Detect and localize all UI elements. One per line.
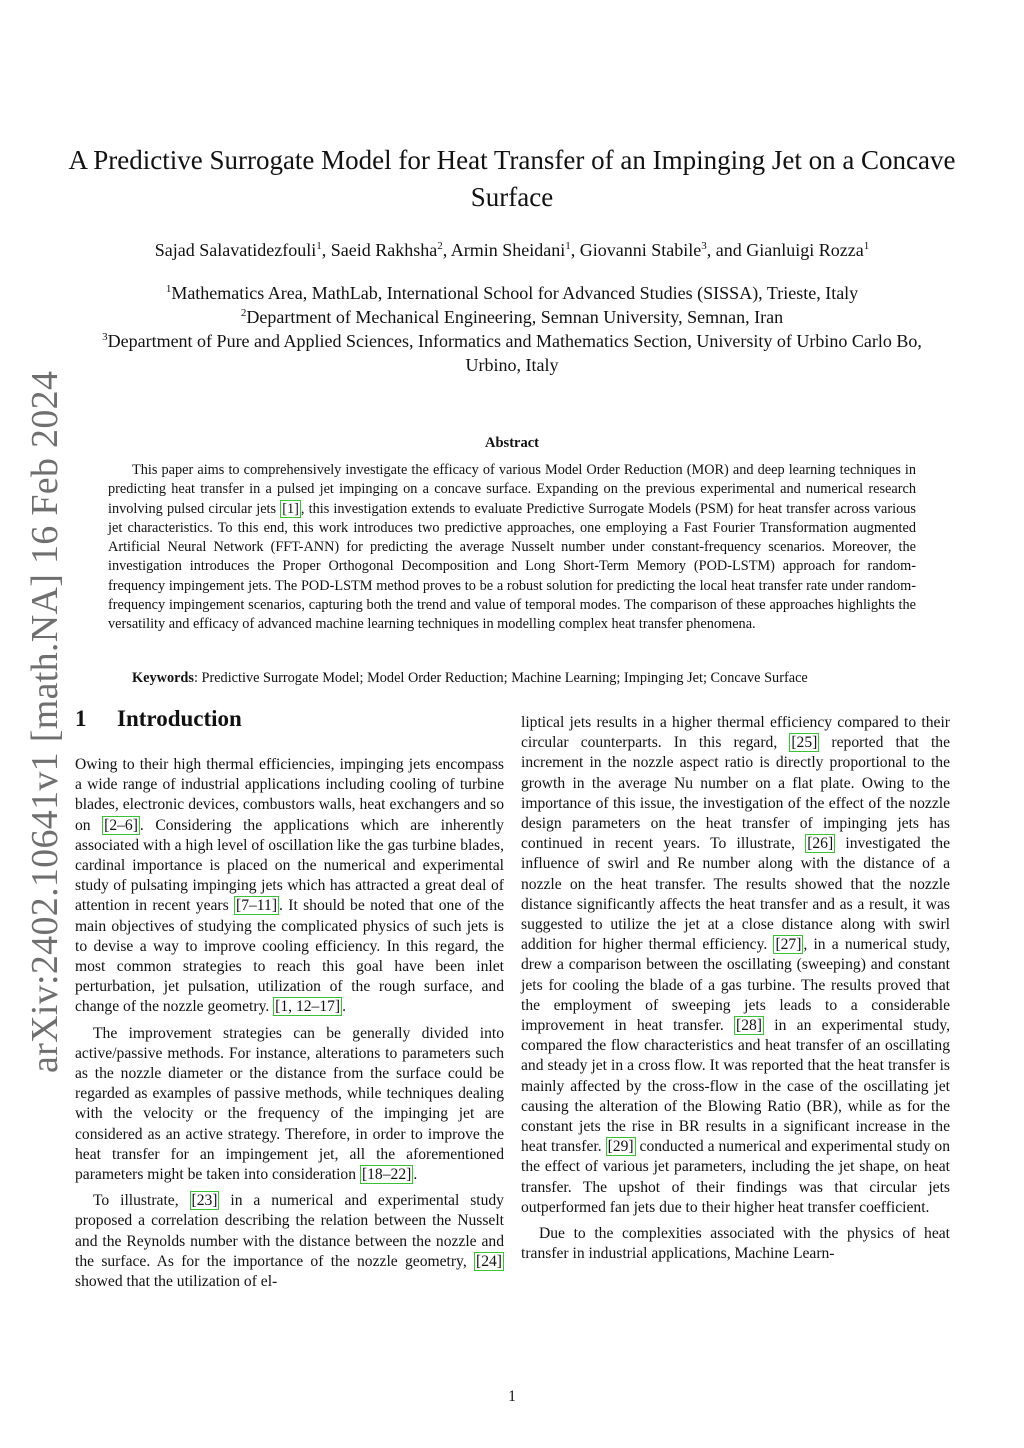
author-affiliation-mark: 1 [316, 240, 322, 252]
keywords [108, 669, 916, 688]
author-name: Gianluigi Rozza [746, 240, 864, 260]
citation-link[interactable]: [1, 12–17] [275, 998, 341, 1016]
citation-link[interactable]: [18–22] [361, 1166, 412, 1184]
left-column [75, 755, 504, 1292]
affiliation-text: Department of Pure and Applied Sciences, Informatics and Mathematics Section, University of Urbino Carlo Bo, Urbino, Italy [107, 331, 922, 375]
affiliation-line [75, 305, 949, 329]
citation-link[interactable]: [2–6] [104, 816, 138, 834]
keywords-label: Keywords [132, 670, 194, 686]
affiliation-mark: 3 [102, 331, 108, 343]
arxiv-identifier-stamp: arXiv:2402.10641v1 [math.NA] 16 Feb 2024 [24, 370, 66, 1073]
author-name: Sajad Salavatidezfouli [154, 240, 317, 260]
author-name: Giovanni Stabile [579, 240, 702, 260]
affiliation-line [75, 281, 949, 305]
abstract-body: This paper aims to comprehensively investigate the efficacy of various Model Order Reduction (MOR) and deep learning techniques in predicting heat transfer in a pulsed jet impinging on a concave surface. Expanding on the previous experimental and numerical research involving pulsed circular jets [1] , this investigation extends to evaluate Predictive Surrogate Models (PSM) for heat transfer across various jet characteristics. To this end, this work introduces two predictive approaches, one employing a Fast Fourier Transformation augmented Artificial Neural Network (FFT-ANN) for predicting the average Nusselt number under constant-frequency scenarios. Moreover, the investigation introduces the Proper Orthogonal Decomposition and Long Short-Term Memory (POD-LSTM) approach for random-frequency impingement jets. The POD-LSTM method proves to be a robust solution for predicting the local heat transfer rate under random-frequency impingement scenarios, capturing both the trend and value of temporal modes. The comparison of these approaches highlights the versatility and efficacy of advanced machine learning techniques in modelling complex heat transfer phenomena. [108, 462, 917, 633]
citation-link[interactable]: [28] [736, 1017, 762, 1035]
citation-link[interactable]: [26] [807, 835, 834, 853]
paper-title: A Predictive Surrogate Model for Heat Transfer of an Impinging Jet on a Concave Surface [68, 145, 956, 212]
author-affiliation-mark: 1 [565, 240, 571, 252]
citation-link[interactable]: [24] [476, 1252, 502, 1270]
body-paragraph: liptical jets results in a higher thermal efficiency compared to their circular counterparts. In this regard, [25] reported that the increment in the nozzle aspect ratio is directly proportional to the growth in the average Nu number on a flat plate. Owing to the importance of this issue, the investigation of the effect of the nozzle design parameters on the heat transfer of impinging jets has continued in recent years. To illustrate, [26] investigated the influence of swirl and Re number along with the distance of a nozzle on the heat transfer. The results showed that the nozzle distance significantly affects the heat transfer and as a result, it was suggested to utilize the jet at a close distance along with swirl addition for higher thermal efficiency. [27] , in a numerical study, drew a comparison between the oscillating (sweeping) and constant jets for cooling the blade of a gas turbine. The results proved that the employment of sweeping jets leads to a considerable improvement in heat transfer. [28] in an experimental study, compared the flow characteristics and heat transfer of an oscillating and steady jet in a cross flow. It was reported that the heat transfer is mainly affected by the cross-flow in the case of the oscillating jet causing the alteration of the Blowing Ratio (BR), while as for the constant jets the rise in BR results in a significant increase in the heat transfer. [29] conducted a numerical and experimental study on the effect of various jet parameters, including the jet shape, on heat transfer. The upshot of their findings was that circular jets outperformed fan jets due to their higher heat transfer coefficient. [521, 714, 950, 1216]
author-separator: , [570, 240, 580, 260]
author-separator: , and [706, 240, 747, 260]
affiliation-list [75, 281, 949, 377]
affiliation-text: Mathematics Area, MathLab, International School for Advanced Studies (SISSA), Trieste, Italy [171, 283, 859, 303]
body-paragraph: Owing to their high thermal efficiencies, impinging jets encompass a wide range of industrial applications including cooling of turbine blades, electronic devices, combustors walls, heat exchangers and so on [2–6] . Considering the applications which are inherently associated with a high level of oscillation like the gas turbine blades, cardinal importance is placed on the numerical and experimental study of pulsating impinging jets which has attracted a great deal of attention in recent years [7–11] . It should be noted that one of the main objectives of studying the complicated physics of such jets is to devise a way to improve cooling efficiency. In this regard, the most common strategies to reach this goal have been inlet perturbation, jet pulsation, utilization of the rough surface, and change of the nozzle geometry. [1, 12–17] . [75, 756, 504, 1016]
affiliation-text: Department of Mechanical Engineering, Semnan University, Semnan, Iran [246, 307, 784, 327]
author-name: Armin Sheidani [450, 240, 566, 260]
affiliation-line [75, 329, 949, 377]
affiliation-mark: 2 [240, 307, 247, 319]
citation-link[interactable]: [29] [607, 1138, 634, 1156]
section-number: 1 [75, 706, 87, 731]
author-affiliation-mark: 2 [437, 240, 443, 252]
author-affiliation-mark: 1 [863, 240, 870, 252]
author-name: Saeid Rakhsha [330, 240, 438, 260]
citation-link[interactable]: [25] [791, 734, 818, 752]
author-separator: , [442, 240, 451, 260]
body-paragraph: Due to the complexities associated with the physics of heat transfer in industrial applications, Machine Learn- [521, 1225, 950, 1263]
citation-link[interactable]: [27] [775, 936, 802, 954]
body-paragraph: The improvement strategies can be generally divided into active/passive methods. For instance, alterations to parameters such as the nozzle diameter or the distance from the surface could be regarded as examples of passive methods, while techniques dealing with the velocity or the frequency of the impinging jet are considered as an active strategy. Therefore, in order to improve the heat transfer for an impingement jet, all the aforementioned parameters might be taken into consideration [18–22] . [75, 1024, 504, 1184]
keywords-text: Predictive Surrogate Model; Model Order Reduction; Machine Learning; Impinging Jet; Concave Surface [201, 670, 808, 686]
citation-link[interactable]: [7–11] [236, 897, 278, 915]
author-list [60, 238, 964, 262]
citation-link[interactable]: [1] [282, 500, 299, 517]
body-paragraph: To illustrate, [23] in a numerical and experimental study proposed a correlation describing the relation between the Nusselt and the Reynolds number with the distance between the nozzle and the surface. As for the importance of the nozzle geometry, [24] showed that the utilization of el- [75, 1192, 504, 1291]
affiliation-mark: 1 [165, 283, 172, 295]
author-affiliation-mark: 3 [701, 240, 707, 252]
author-separator: , [321, 240, 331, 260]
citation-link[interactable]: [23] [191, 1192, 218, 1210]
right-column [521, 713, 950, 1264]
section-heading-introduction [75, 706, 242, 732]
section-title: Introduction [117, 706, 242, 731]
page-number: 1 [508, 1388, 516, 1405]
keywords-separator: : [193, 670, 202, 686]
abstract-heading: Abstract [485, 435, 539, 451]
